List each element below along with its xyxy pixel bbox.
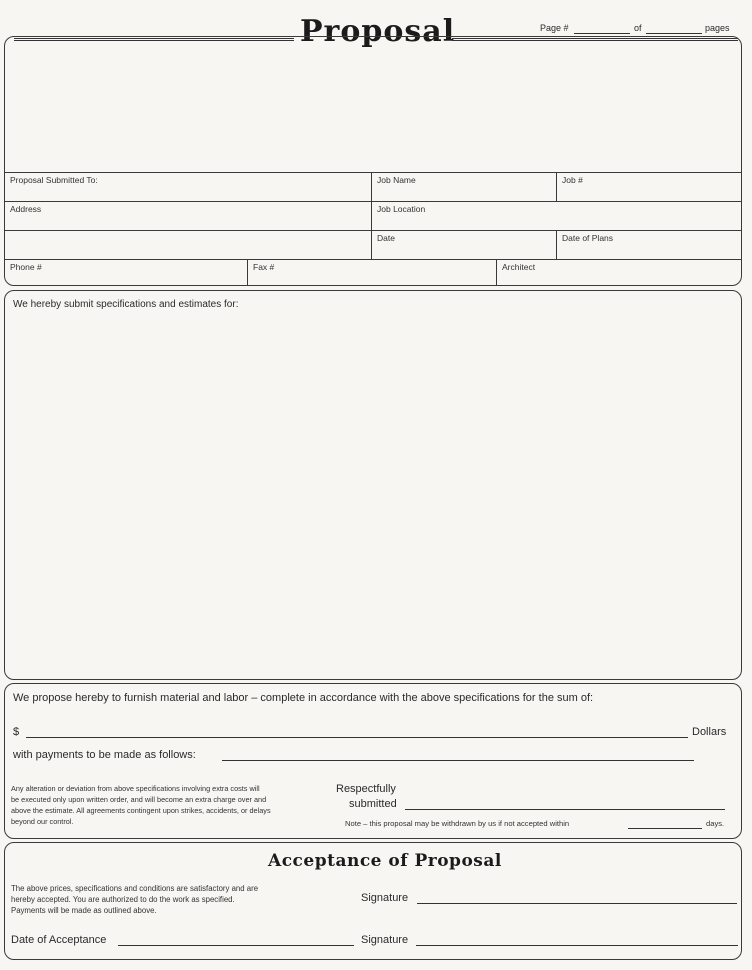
- acceptance-text-line: The above prices, specifications and conditions are satisfactory and are: [11, 884, 259, 893]
- withdrawal-days-field[interactable]: [628, 828, 702, 829]
- date-label: Date: [377, 233, 395, 243]
- architect-label: Architect: [502, 262, 536, 272]
- date-of-acceptance-label: Date of Acceptance: [11, 934, 107, 946]
- header-info-box: [4, 36, 742, 286]
- specifications-box[interactable]: [4, 290, 742, 680]
- acceptance-text-line: Payments will be made as outlined above.: [11, 906, 157, 915]
- payments-field[interactable]: [222, 760, 694, 761]
- grid-divider-date-plans: [556, 230, 557, 259]
- address-label: Address: [10, 204, 42, 214]
- days-label: days.: [706, 819, 725, 828]
- submitted-label: submitted: [349, 798, 397, 810]
- grid-rule-2: [4, 201, 742, 202]
- acceptance-text: [11, 883, 331, 916]
- fine-print-line: Any alteration or deviation from above specifications involving extra costs will: [11, 784, 260, 793]
- job-name-label: Job Name: [377, 175, 416, 185]
- grid-rule-4: [4, 259, 742, 260]
- acceptance-text-line: hereby accepted. You are authorized to do the work as specified.: [11, 895, 235, 904]
- grid-rule-1: [4, 172, 742, 173]
- job-number-label: Job #: [562, 175, 583, 185]
- job-location-label: Job Location: [377, 204, 426, 214]
- fine-print-line: beyond our control.: [11, 817, 74, 826]
- submitted-by-field[interactable]: [405, 809, 725, 810]
- alteration-fine-print: [11, 783, 321, 827]
- date-of-acceptance-field[interactable]: [118, 945, 354, 946]
- signature-field-2[interactable]: [416, 945, 738, 946]
- fax-label: Fax #: [253, 262, 275, 272]
- signature-label-1: Signature: [361, 892, 409, 904]
- submitted-to-label: Proposal Submitted To:: [10, 175, 98, 185]
- respectfully-label: Respectfully: [336, 783, 396, 795]
- phone-label: Phone #: [10, 262, 42, 272]
- grid-divider-fax: [247, 259, 248, 286]
- fine-print-line: be executed only upon written order, and will become an extra charge over and: [11, 795, 267, 804]
- withdrawal-note: Note – this proposal may be withdrawn by us if not accepted within: [345, 819, 570, 828]
- acceptance-title: Acceptance of Proposal: [268, 851, 502, 871]
- dollar-sign: $: [13, 726, 20, 738]
- grid-rule-3: [4, 230, 742, 231]
- signature-label-2: Signature: [361, 934, 409, 946]
- specifications-intro: We hereby submit specifications and estimates for:: [13, 299, 239, 310]
- page-title: Proposal: [300, 14, 456, 49]
- signature-field-1[interactable]: [417, 903, 737, 904]
- total-pages-field[interactable]: [646, 33, 702, 34]
- payments-label: with payments to be made as follows:: [13, 749, 196, 761]
- pages-label: pages: [705, 23, 730, 33]
- sum-field[interactable]: [26, 737, 688, 738]
- fine-print-line: above the estimate. All agreements contingent upon strikes, accidents, or delays: [11, 806, 271, 815]
- grid-divider-mid: [371, 172, 372, 259]
- page-number-field[interactable]: [574, 33, 630, 34]
- propose-statement: We propose hereby to furnish material and labor – complete in accordance with the above specifications for the sum of:: [13, 692, 594, 704]
- of-label: of: [634, 23, 642, 33]
- page-number-label: Page #: [540, 23, 569, 33]
- date-of-plans-label: Date of Plans: [562, 233, 614, 243]
- grid-divider-architect: [496, 259, 497, 286]
- grid-divider-job-num: [556, 172, 557, 201]
- dollars-label: Dollars: [692, 726, 727, 738]
